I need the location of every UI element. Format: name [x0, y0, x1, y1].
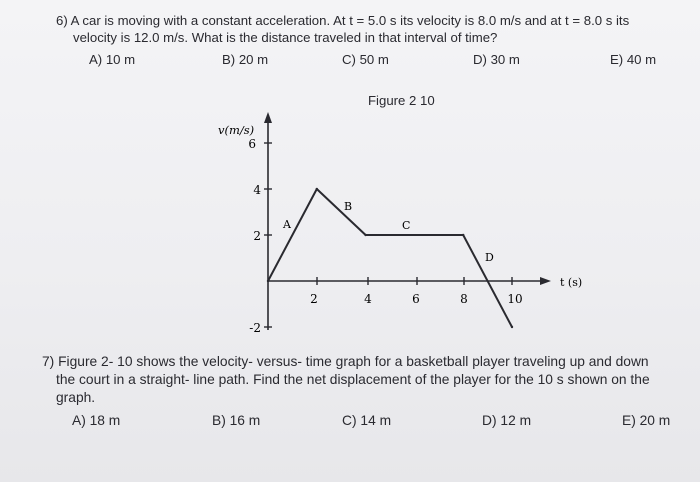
q6-choice-e[interactable]: E) 40 m [610, 52, 657, 67]
series-point-2 [316, 188, 318, 190]
x-tick-label-4: 4 [364, 292, 372, 306]
x-tick-label-2: 2 [310, 292, 318, 306]
q7-choice-c[interactable]: C) 14 m [342, 413, 392, 428]
q6-choice-d[interactable]: D) 30 m [473, 52, 520, 67]
series-segment-1 [268, 189, 317, 281]
velocity-series [267, 188, 513, 328]
series-segment-2 [317, 189, 366, 235]
series-point-3 [364, 234, 366, 236]
y-tick-label-4: 4 [253, 183, 261, 197]
q7-choice-b[interactable]: B) 16 m [212, 413, 261, 428]
y-tick-label-neg2: -2 [249, 321, 261, 335]
y-axis-label: v(m/s) [218, 123, 255, 137]
x-tick-label-6: 6 [412, 292, 420, 306]
question-7-line-3: graph. [56, 390, 96, 405]
segment-label-c: C [402, 219, 411, 232]
q7-choice-a[interactable]: A) 18 m [72, 413, 121, 428]
y-axis-arrowhead [264, 112, 272, 123]
y-tick-label-6: 6 [248, 137, 256, 151]
question-7-line-1: 7) Figure 2- 10 shows the velocity- versus- time graph for a basketball player traveling up and down [42, 354, 649, 369]
q6-choice-b[interactable]: B) 20 m [222, 52, 269, 67]
q6-choice-c[interactable]: C) 50 m [342, 52, 389, 67]
segment-label-b: B [344, 200, 353, 213]
question-7 [42, 353, 650, 407]
figure-title: Figure 2 10 [368, 93, 435, 108]
question-6-line-1: 6) A car is moving with a constant acceleration. At t = 5.0 s its velocity is 8.0 m/s and at t = 8.0 s its [56, 13, 630, 28]
q6-choice-a[interactable]: A) 10 m [89, 52, 136, 67]
x-tick-label-10: 10 [507, 292, 523, 306]
segment-label-d: D [485, 251, 494, 264]
series-point-1 [267, 280, 269, 282]
segment-label-a: A [283, 218, 291, 231]
y-tick-label-2: 2 [253, 229, 261, 243]
series-point-5 [511, 326, 513, 328]
q7-choice-e[interactable]: E) 20 m [622, 413, 671, 428]
x-axis-arrowhead [540, 277, 551, 285]
question-6-line-2: velocity is 12.0 m/s. What is the distance traveled in that interval of time? [73, 30, 498, 45]
series-point-4 [462, 234, 464, 236]
x-axis-label: t (s) [560, 276, 583, 289]
q7-choice-d[interactable]: D) 12 m [482, 413, 532, 428]
x-tick-label-8: 8 [460, 292, 468, 306]
question-7-line-2: the court in a straight- line path. Find the net displacement of the player for the 10 s shown on the [56, 372, 650, 387]
